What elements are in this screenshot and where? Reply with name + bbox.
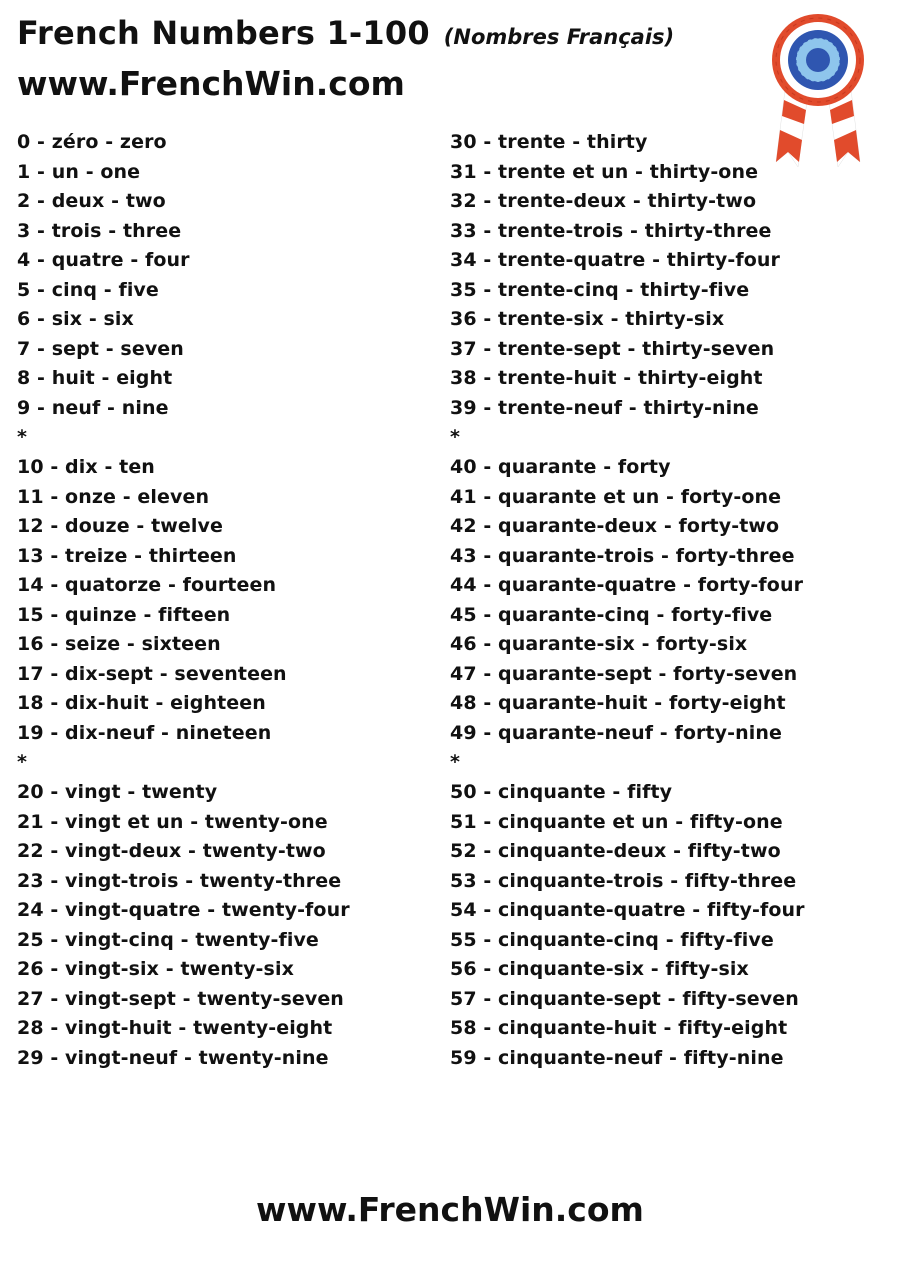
page-title: French Numbers 1-100 (17, 14, 430, 52)
number-entry: 16 - seize - sixteen (17, 633, 221, 656)
number-entry: 15 - quinze - fifteen (17, 603, 231, 626)
website-header-text: www.FrenchWin.com (17, 64, 405, 103)
number-entry: 30 - trente - thirty (450, 131, 648, 153)
number-entry: 4 - quatre - four (17, 249, 190, 272)
number-entry: 37 - trente-sept - thirty-seven (450, 337, 775, 360)
number-entry: 9 - neuf - nine (17, 396, 169, 419)
number-entry: 8 - huit - eight (17, 367, 173, 390)
number-entry: 28 - vingt-huit - twenty-eight (17, 1017, 333, 1040)
number-entry: 31 - trente et un - thirty-one (450, 160, 759, 183)
page-header (17, 14, 674, 103)
number-entry: 53 - cinquante-trois - fifty-three (450, 869, 797, 892)
number-entry: 6 - six - six (17, 308, 134, 331)
number-entry: 7 - sept - seven (17, 337, 184, 360)
number-entry: 55 - cinquante-cinq - fifty-five (450, 928, 774, 951)
number-entry: 17 - dix-sept - seventeen (17, 662, 287, 685)
number-entry: 18 - dix-huit - eighteen (17, 692, 266, 715)
number-entry: 25 - vingt-cinq - twenty-five (17, 928, 319, 951)
number-entry: 2 - deux - two (17, 190, 166, 213)
number-entry: 59 - cinquante-neuf - fifty-nine (450, 1046, 784, 1069)
number-entry: 42 - quarante-deux - forty-two (450, 515, 780, 538)
number-entry: 48 - quarante-huit - forty-eight (450, 692, 786, 715)
number-entry: 45 - quarante-cinq - forty-five (450, 603, 773, 626)
number-entry: 3 - trois - three (17, 219, 182, 242)
number-entry: 14 - quatorze - fourteen (17, 574, 277, 597)
number-entry: 19 - dix-neuf - nineteen (17, 721, 272, 744)
number-entry: 21 - vingt et un - twenty-one (17, 810, 328, 833)
number-entry: 39 - trente-neuf - thirty-nine (450, 396, 759, 419)
number-entry: 50 - cinquante - fifty (450, 781, 673, 804)
separator-asterisk: * (450, 426, 461, 449)
separator-asterisk: * (450, 751, 461, 774)
number-entry: 57 - cinquante-sept - fifty-seven (450, 987, 799, 1010)
numbers-column-right (450, 128, 805, 1074)
number-entry: 29 - vingt-neuf - twenty-nine (17, 1046, 329, 1069)
number-entry: 47 - quarante-sept - forty-seven (450, 662, 798, 685)
number-entry: 1 - un - one (17, 160, 141, 183)
separator-asterisk: * (17, 426, 28, 449)
number-entry: 32 - trente-deux - thirty-two (450, 190, 757, 213)
number-entry: 54 - cinquante-quatre - fifty-four (450, 899, 805, 922)
website-footer-text: www.FrenchWin.com (256, 1190, 644, 1229)
numbers-column-left (17, 128, 350, 1074)
number-entry: 56 - cinquante-six - fifty-six (450, 958, 749, 981)
number-entry: 34 - trente-quatre - thirty-four (450, 249, 780, 272)
number-entry: 41 - quarante et un - forty-one (450, 485, 782, 508)
page-subtitle: (Nombres Français) (443, 25, 675, 49)
number-entry: 52 - cinquante-deux - fifty-two (450, 840, 781, 863)
number-entry: 11 - onze - eleven (17, 485, 210, 508)
number-entry: 12 - douze - twelve (17, 515, 224, 538)
number-entry: 24 - vingt-quatre - twenty-four (17, 899, 350, 922)
number-entry: 23 - vingt-trois - twenty-three (17, 869, 342, 892)
number-entry: 0 - zéro - zero (17, 131, 167, 153)
number-entry: 43 - quarante-trois - forty-three (450, 544, 795, 567)
number-entry: 46 - quarante-six - forty-six (450, 633, 748, 656)
number-entry: 58 - cinquante-huit - fifty-eight (450, 1017, 788, 1040)
number-entry: 22 - vingt-deux - twenty-two (17, 840, 326, 863)
number-entry: 51 - cinquante et un - fifty-one (450, 810, 783, 833)
number-entry: 33 - trente-trois - thirty-three (450, 219, 772, 242)
number-entry: 44 - quarante-quatre - forty-four (450, 574, 804, 597)
title-line (17, 14, 674, 60)
number-entry: 40 - quarante - forty (450, 456, 671, 479)
separator-asterisk: * (17, 751, 28, 774)
number-entry: 13 - treize - thirteen (17, 544, 237, 567)
number-entry: 38 - trente-huit - thirty-eight (450, 367, 763, 390)
number-entry: 20 - vingt - twenty (17, 781, 218, 804)
number-entry: 36 - trente-six - thirty-six (450, 308, 725, 331)
number-entry: 10 - dix - ten (17, 456, 155, 479)
number-entry: 49 - quarante-neuf - forty-nine (450, 721, 782, 744)
number-entry: 27 - vingt-sept - twenty-seven (17, 987, 344, 1010)
number-entry: 5 - cinq - five (17, 278, 159, 301)
number-entry: 35 - trente-cinq - thirty-five (450, 278, 750, 301)
number-entry: 26 - vingt-six - twenty-six (17, 958, 294, 981)
